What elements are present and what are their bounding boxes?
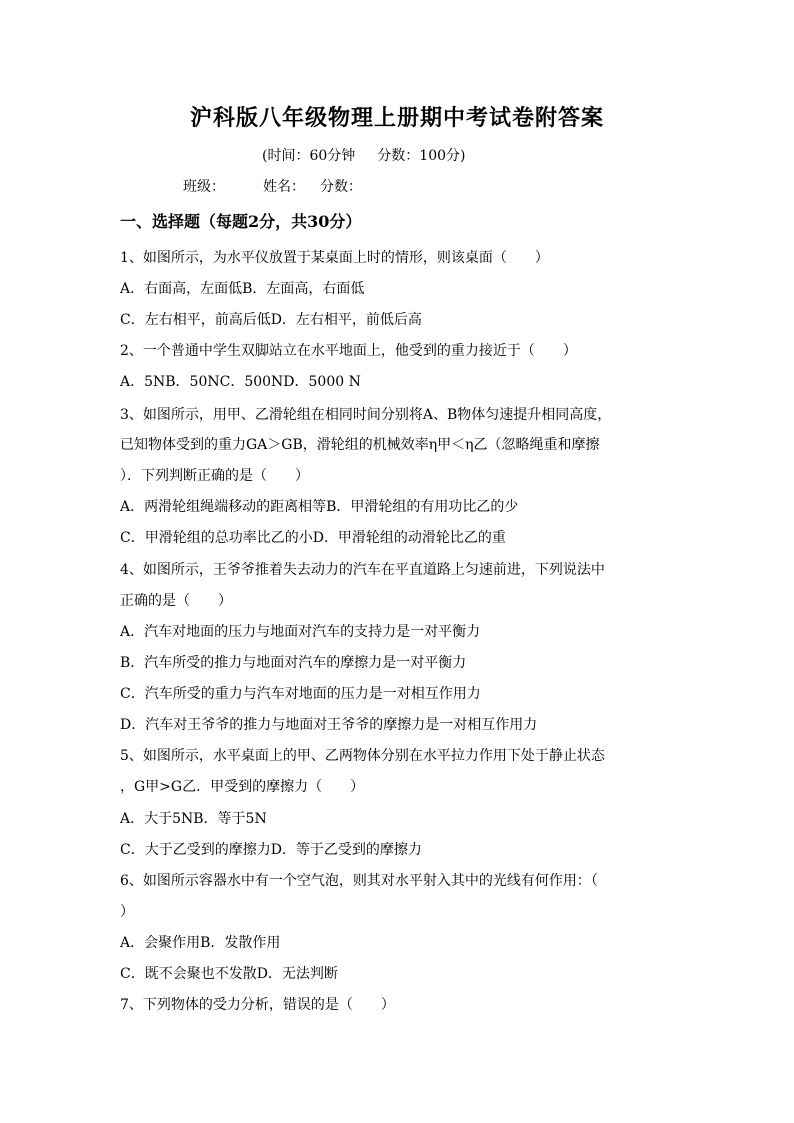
- text-line: 1、如图所示，为水平仪放置于某桌面上时的情形，则该桌面（ ）: [120, 250, 549, 266]
- text-line: A．汽车对地面的压力与地面对汽车的支持力是一对平衡力: [120, 624, 481, 640]
- text-line: C．汽车所受的重力与汽车对地面的压力是一对相互作用力: [120, 686, 481, 702]
- page-title: 沪科版八年级物理上册期中考试卷附答案: [189, 105, 604, 131]
- text-line: 5、如图所示，水平桌面上的甲、乙两物体分别在水平拉力作用下处于静止状态: [120, 748, 605, 764]
- exam-meta: [262, 145, 465, 165]
- text-line: 正确的是（ ）: [120, 593, 232, 609]
- text-line: A．5NB．50NC．500ND．5000 N: [120, 374, 361, 390]
- text-line: A．两滑轮组绳端移动的距离相等B．甲滑轮组的有用功比乙的少: [120, 499, 519, 515]
- text-line: 7、下列物体的受力分析，错误的是（ ）: [120, 997, 395, 1013]
- text-line: 4、如图所示，王爷爷推着失去动力的汽车在平直道路上匀速前进，下列说法中: [120, 562, 605, 578]
- text-line: 2、一个普通中学生双脚站立在水平地面上，他受到的重力接近于（ ）: [120, 343, 577, 359]
- text-line: ）: [120, 904, 134, 920]
- text-line: A．右面高，左面低B．左面高，右面低: [120, 281, 365, 297]
- text-line: D．汽车对王爷爷的推力与地面对王爷爷的摩擦力是一对相互作用力: [120, 717, 538, 733]
- text-line: 3、如图所示，用甲、乙滑轮组在相同时间分别将A、B物体匀速提升相同高度，: [120, 407, 612, 423]
- text-line: C．既不会聚也不发散D．无法判断: [120, 966, 338, 982]
- text-line: C．大于乙受到的摩擦力D．等于乙受到的摩擦力: [120, 842, 422, 858]
- text-line: C．左右相平，前高后低D．左右相平，前低后高: [120, 312, 422, 328]
- text-line: ）．下列判断正确的是（ ）: [120, 468, 309, 484]
- name-label: 姓名：: [263, 179, 305, 195]
- total-score: 分数：100分): [377, 148, 466, 164]
- student-info: [183, 176, 362, 196]
- text-line: C．甲滑轮组的总功率比乙的小D．甲滑轮组的动滑轮比乙的重: [120, 530, 506, 546]
- text-line: 6、如图所示容器水中有一个空气泡，则其对水平射入其中的光线有何作用：（: [120, 873, 598, 889]
- text-line: A．会聚作用B．发散作用: [120, 935, 281, 951]
- text-line: ，G甲>G乙．甲受到的摩擦力（ ）: [120, 779, 365, 795]
- section-heading: 一、选择题（每题2分，共30分）: [120, 212, 362, 231]
- time-limit: (时间：60分钟: [262, 148, 356, 164]
- text-line: A．大于5NB．等于5N: [120, 811, 267, 827]
- text-line: B．汽车所受的推力与地面对汽车的摩擦力是一对平衡力: [120, 655, 467, 671]
- score-label: 分数：: [320, 179, 362, 195]
- text-line: 已知物体受到的重力GA＞GB，滑轮组的机械效率η甲＜η乙（忽略绳重和摩擦: [120, 437, 600, 453]
- class-label: 班级：: [183, 179, 225, 195]
